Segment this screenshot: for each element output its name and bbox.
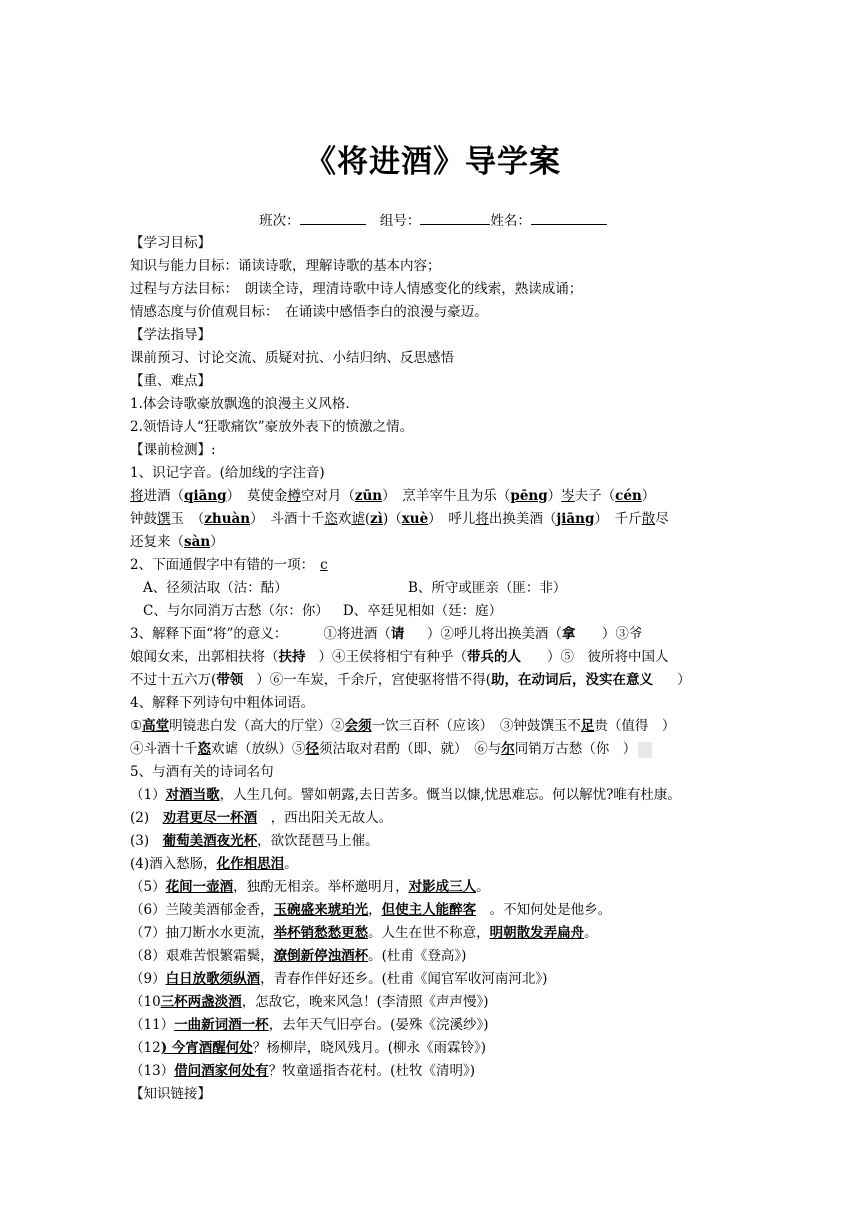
text: ，西出阳关无故人。 — [257, 810, 393, 826]
answer-phrase: 玉碗盛来琥珀光 — [273, 902, 369, 918]
text: （1） — [130, 787, 166, 803]
answer-phrase: 一曲新词酒一杯 — [174, 1017, 269, 1033]
text: 还复来（ — [130, 534, 184, 550]
pinyin-line — [130, 485, 736, 508]
pinyin-answer: pēng — [510, 488, 548, 504]
answer-phrase: 举杯销愁愁更愁 — [273, 925, 369, 941]
poem-line — [130, 807, 736, 830]
document-body — [130, 232, 736, 1106]
text: ）②呼儿将出换美酒（ — [426, 626, 562, 642]
bold-word: 高堂 — [142, 718, 170, 734]
text: ？牧童遥指杏花村。(杜牧《清明》) — [268, 1063, 475, 1079]
answer-phrase: 借问酒家何处有 — [174, 1063, 269, 1079]
text: （7）抽刀断水水更流， — [130, 925, 274, 941]
answer-phrase: ) 今宵酒醒何处 — [160, 1040, 253, 1056]
text: 。 — [284, 856, 298, 872]
text: ？杨柳岸，晓风残月。(柳永《雨霖铃》) — [252, 1040, 487, 1056]
text: 贵（值得 ） — [594, 718, 676, 734]
text: ） — [677, 672, 691, 688]
marked-char: 岑 — [561, 488, 575, 504]
text: ） 千斤 — [594, 511, 642, 527]
marked-char: 散 — [641, 511, 656, 527]
answer: 拿 — [561, 626, 576, 642]
answer: 带领 — [216, 672, 244, 688]
text: 明镜悲白发（高大的厅堂）② — [169, 718, 345, 734]
answer-phrase: 明朝散发弄扁舟 — [489, 925, 585, 941]
question-stem: 4、解释下列诗句中粗体词语。 — [130, 695, 315, 711]
answer: 带兵的人 — [467, 649, 521, 665]
bold-word: 尔 — [501, 741, 515, 757]
text: 夫子（ — [574, 488, 616, 504]
name-blank — [531, 210, 607, 225]
question-line — [130, 738, 736, 761]
text: ，欲饮琵琶马上催。 — [257, 833, 379, 849]
text: ） — [547, 488, 562, 504]
section-heading: 【知识链接】 — [130, 1086, 211, 1102]
text: 。 — [584, 925, 598, 941]
text: ，怎敌它，晚来风急！(李清照《声声慢》) — [241, 994, 489, 1010]
question-line — [130, 669, 736, 692]
question-stem: 1、识记字音。(给加线的字注音) — [130, 465, 325, 481]
text: ）④王侯将相宁有种乎（ — [318, 649, 467, 665]
text: ① — [130, 718, 143, 734]
option-d: D、卒廷见相如（廷：庭） — [342, 603, 503, 619]
text-line: 过程与方法目标： 朗读全诗，理清诗歌中诗人情感变化的线索，熟读成诵； — [130, 281, 583, 297]
class-blank — [300, 210, 366, 225]
marked-char: 樽 — [287, 488, 301, 504]
option-b: B、所守或匪亲（匪：非） — [408, 580, 567, 596]
text: 3、解释下面“将”的意义： — [130, 626, 288, 642]
answer-phrase: 对酒当歌 — [165, 787, 220, 803]
student-info-line — [130, 209, 736, 229]
section-heading: 【学习目标】 — [130, 235, 211, 251]
poem-line — [130, 1060, 736, 1083]
marked-char: 馔 — [157, 511, 171, 527]
poem-line — [130, 853, 736, 876]
text: ， — [368, 902, 382, 918]
text: 。不知何处是他乡。 — [476, 902, 612, 918]
text: ） 呼儿 — [428, 511, 476, 527]
poem-line — [130, 830, 736, 853]
marked-char: 谑 — [351, 511, 365, 527]
answer-phrase: 花间一壶酒 — [165, 879, 234, 895]
text: ）⑥一车炭，千余斤，宫使驱将惜不得( — [256, 672, 492, 688]
group-blank — [420, 210, 490, 225]
text: 。(杜甫《登高》) — [368, 948, 467, 964]
pinyin-answer: zhuàn — [204, 511, 251, 527]
text: （13） — [130, 1063, 175, 1079]
pinyin-line — [130, 531, 736, 554]
options-row — [130, 600, 736, 623]
pinyin-answer: cén — [615, 488, 642, 504]
group-label: 组号： — [379, 213, 421, 229]
text: （8）艰难苦恨繁霜鬓， — [130, 948, 274, 964]
class-label: 班次： — [259, 213, 300, 229]
question-stem — [130, 554, 736, 577]
bold-word: 恣 — [197, 741, 211, 757]
answer-phrase: 葡萄美酒夜光杯 — [162, 833, 258, 849]
answer-phrase: 白日放歌须纵酒 — [165, 971, 261, 987]
text: （12 — [130, 1040, 161, 1056]
option-a: A、径须沽取（沽：酤） — [143, 580, 288, 596]
answer: 助，在动词后，没实在意义 — [491, 672, 654, 688]
bold-word: 足 — [580, 718, 595, 734]
section-heading: 【课前检测】: — [130, 442, 216, 458]
text: （10 — [130, 994, 161, 1010]
text: ( — [364, 511, 371, 527]
poem-line — [130, 784, 736, 807]
text: 须沽取对君酌（即、就） ⑥与 — [319, 741, 502, 757]
section-heading: 【重、难点】 — [130, 373, 211, 389]
text: （11） — [130, 1017, 175, 1033]
question-line — [130, 623, 736, 646]
answer: 请 — [390, 626, 405, 642]
text: ，青春作伴好还乡。(杜甫《闻官军收河南河北》) — [260, 971, 548, 987]
text: ，人生几何。譬如朝露,去日苦多。慨当以慷,忧思难忘。何以解忧?唯有杜康。 — [219, 787, 681, 803]
text: ） 斗酒十千 — [250, 511, 325, 527]
poem-line — [130, 991, 736, 1014]
answer-phrase: 对影成三人 — [408, 879, 477, 895]
text: 不过十五六万( — [130, 672, 217, 688]
poem-line — [130, 1037, 736, 1060]
question-stem: 5、与酒有关的诗词名句 — [130, 764, 274, 780]
answer-phrase: 三杯两盏淡酒 — [160, 994, 242, 1010]
text-line: 1.体会诗歌豪放飘逸的浪漫主义风格. — [130, 396, 350, 412]
answer-phrase: 但使主人能醉客 — [381, 902, 477, 918]
page-title: 《将进酒》导学案 — [305, 144, 561, 180]
poem-line — [130, 899, 736, 922]
pinyin-answer: jiāng — [556, 511, 595, 527]
poem-line — [130, 922, 736, 945]
pinyin-answer: zì — [370, 511, 383, 527]
answer-phrase: 劝君更尽一杯酒 — [162, 810, 258, 826]
pinyin-answer: xuè — [401, 511, 429, 527]
text: ）⑤ 彼所将中国人 — [547, 649, 669, 665]
marked-char: 将 — [475, 511, 489, 527]
text: )（ — [382, 511, 402, 527]
text: 同销万古愁（你 ） — [514, 741, 637, 757]
bold-word: 径 — [305, 741, 319, 757]
pinyin-line — [130, 508, 736, 531]
text: 空对月（ — [300, 488, 355, 504]
text: 尽 — [655, 511, 669, 527]
text: (4)酒入愁肠， — [130, 856, 217, 872]
text: 出换美酒（ — [488, 511, 557, 527]
text: ） 莫使金 — [226, 488, 288, 504]
text: 进酒（ — [143, 488, 184, 504]
marked-char: 恣 — [324, 511, 338, 527]
text: 欢 — [337, 511, 352, 527]
poem-list — [130, 784, 736, 1083]
text-line: 2.领悟诗人“狂歌痛饮”豪放外表下的愤激之情。 — [130, 419, 414, 435]
section-heading: 【学法指导】 — [130, 327, 211, 343]
text: ） — [210, 534, 224, 550]
question-line — [130, 715, 736, 738]
text-line: 课前预习、讨论交流、质疑对抗、小结归纳、反思感悟 — [130, 350, 454, 366]
pinyin-answer: zūn — [354, 488, 383, 504]
text: ） 烹羊宰牛且为乐（ — [382, 488, 511, 504]
answer: 扶持 — [278, 649, 306, 665]
poem-line — [130, 1014, 736, 1037]
text: 钟鼓 — [130, 511, 157, 527]
text: 一饮三百杯（应该） ③钟鼓馔玉不 — [371, 718, 581, 734]
text: ①将进酒（ — [323, 626, 391, 642]
answer: c — [320, 557, 328, 573]
name-label: 姓名： — [490, 213, 531, 229]
cursor-box — [638, 742, 652, 758]
text: （6）兰陵美酒郁金香， — [130, 902, 274, 918]
text: 欢谑（放纵）⑤ — [211, 741, 306, 757]
text: （5） — [130, 879, 166, 895]
answer-phrase: 潦倒新停浊酒杯 — [273, 948, 369, 964]
poem-line — [130, 945, 736, 968]
text: 。 — [476, 879, 490, 895]
pinyin-answer: qiāng — [184, 488, 227, 504]
poem-line — [130, 876, 736, 899]
text: ）③爷 — [601, 626, 643, 642]
text-line: 情感态度与价值观目标： 在诵读中感悟李白的浪漫与豪迈。 — [130, 304, 488, 320]
text: ） — [641, 488, 656, 504]
text: (3) — [130, 833, 163, 849]
question-line — [130, 646, 736, 669]
text: 。人生在世不称意， — [368, 925, 490, 941]
text: ，独酌无相亲。举杯邀明月， — [233, 879, 409, 895]
option-c: C、与尔同消万古愁（尔：你） — [143, 603, 329, 619]
text: ④斗酒十千 — [130, 741, 198, 757]
text: 玉 （ — [170, 511, 205, 527]
poem-line — [130, 968, 736, 991]
text: 娘闻女来，出郭相扶将（ — [130, 649, 279, 665]
text: 2、下面通假字中有错的一项： — [130, 557, 315, 573]
text: （9） — [130, 971, 166, 987]
options-row — [130, 577, 736, 600]
text: ，去年天气旧亭台。(晏殊《浣溪纱》) — [268, 1017, 489, 1033]
answer-phrase: 化作相思泪 — [216, 856, 285, 872]
marked-char: 将 — [130, 488, 144, 504]
text: (2) — [130, 810, 163, 826]
text-line: 知识与能力目标：诵读诗歌，理解诗歌的基本内容； — [130, 258, 441, 274]
bold-word: 会须 — [344, 718, 372, 734]
pinyin-answer: sàn — [184, 534, 211, 550]
